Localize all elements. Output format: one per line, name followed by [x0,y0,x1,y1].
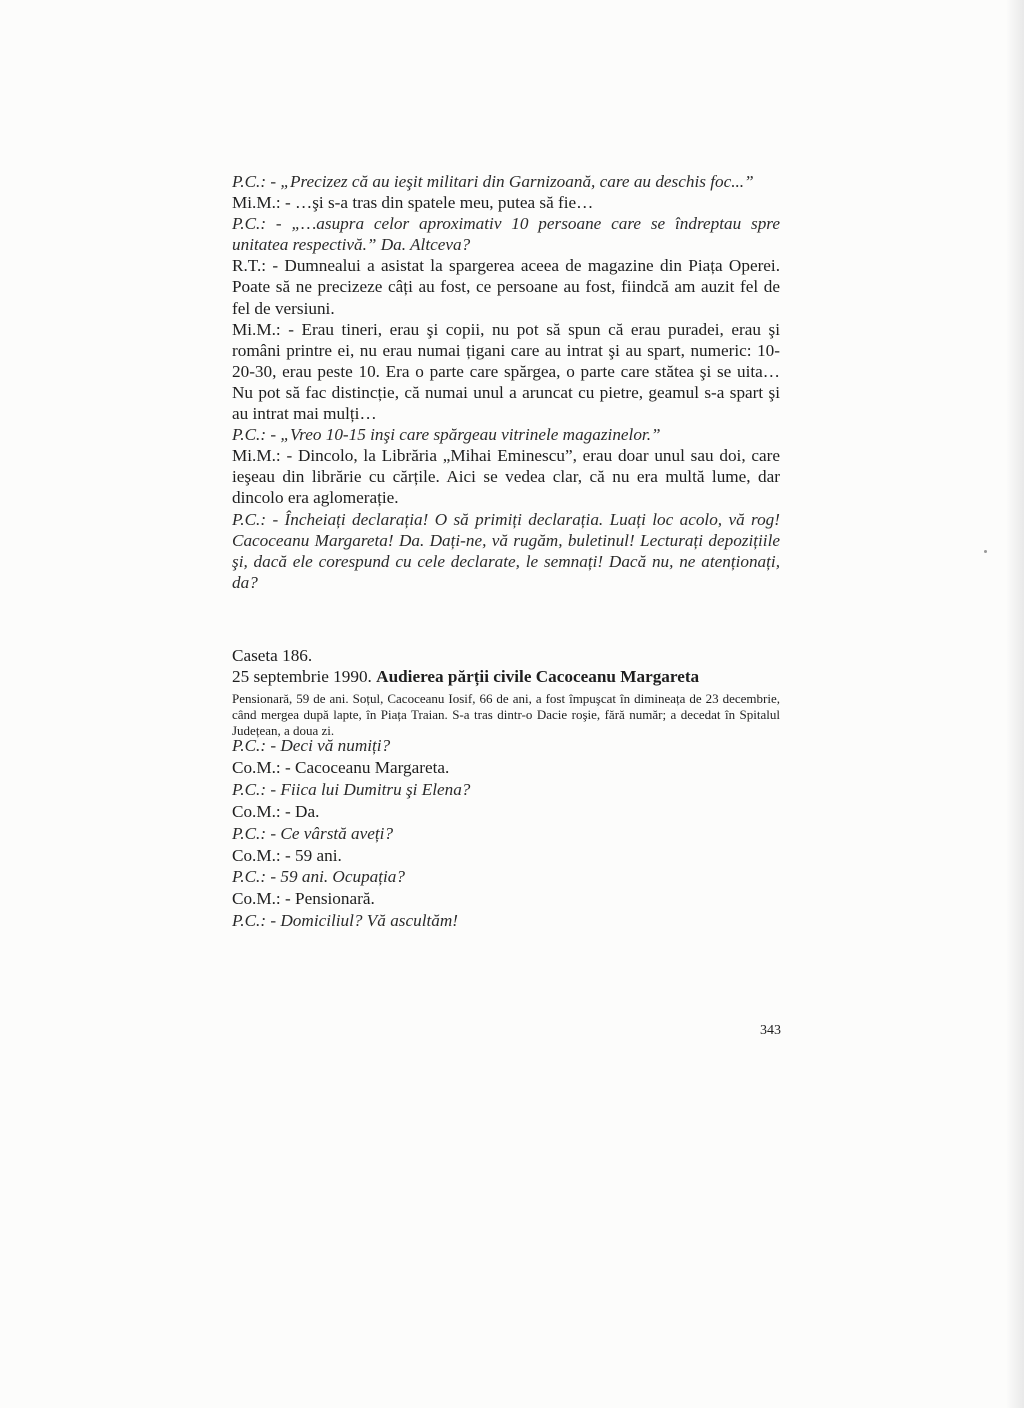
dialogue-entry [232,823,780,845]
hearing-summary: Pensionară, 59 de ani. Soțul, Cacoceanu Iosif, 66 de ani, a fost împuşcat în dimineața de 23 decembrie, când mergea după lapte, în Piața Traian. S-a tras dintr-o Dacie roşie, fără număr; a decedat în Spitalul Județean, a doua zi. [232,691,780,738]
speaker-label: Co.M.: [232,801,281,821]
dialogue-entry [232,255,780,318]
dialogue-text: - Ce vârstă aveți? [266,823,394,843]
speaker-label: Co.M.: [232,889,281,909]
speaker-label: Co.M.: [232,845,281,865]
hearing-date: 25 septembrie 1990. [232,667,377,686]
dialogue-entry [232,845,780,867]
dialogue-entry [232,801,780,823]
dialogue-entry [232,213,780,255]
dialogue-text: - Domiciliul? Vă ascultăm! [266,911,458,931]
dialogue-text: - Dumnealui a asistat la spargerea aceea de magazine din Piața Operei. Poate să ne precizeze câți au fost, ce persoane au fost, fiindcă am auzit fel de fel de versiuni. [232,256,780,318]
tape-label: Caseta 186. [232,646,313,665]
speaker-label: P.C.: [232,172,267,191]
dialogue-text: - …şi s-a tras din spatele meu, putea să fie… [280,193,594,213]
dialogue-text: - Fiica lui Dumitru şi Elena? [266,779,471,799]
speaker-label: R.T.: [232,256,267,276]
dialogue-entry [232,757,780,779]
transcript-block-2 [232,735,780,932]
transcript-block-1 [232,171,780,593]
dialogue-text: - „…asupra celor aproximativ 10 persoane care se îndreptau spre unitatea respectivă.” Da. Altceva? [232,214,780,255]
dialogue-text: - Pensionară. [280,889,375,909]
scan-speck [984,550,987,553]
dialogue-text: - Da. [280,801,320,821]
speaker-label: P.C.: [232,214,267,234]
dialogue-entry [232,888,780,910]
speaker-label: P.C.: [232,823,267,843]
dialogue-text: - 59 ani. [280,845,342,865]
dialogue-entry [232,509,780,593]
speaker-label: P.C.: [232,867,267,887]
dialogue-text: - Cacoceanu Margareta. [280,757,450,777]
speaker-label: P.C.: [232,736,267,755]
speaker-label: Mi.M.: [232,193,281,213]
dialogue-text: - „Vreo 10-15 inşi care spărgeau vitrinele magazinelor.” [266,425,661,445]
dialogue-entry [232,866,780,888]
dialogue-entry [232,192,780,213]
section-heading [232,645,792,687]
dialogue-entry [232,779,780,801]
dialogue-text: - Dincolo, la Librăria „Mihai Eminescu”, erau doar unul sau doi, care ieşeau din librărie cu cărțile. Aici se vedea clar, că nu era multă lume, dar dincolo era aglomerație. [232,446,780,508]
dialogue-text: - Erau tineri, erau şi copii, nu pot să spun că erau puradei, erau şi români printre ei, nu erau numai țigani care au intrat şi au spart, numeric: 10-20-30, erau peste 10. Era o parte care spărgea, o parte care stătea şi se uita… Nu pot să fac distincție, că numai unul a aruncat cu pietre, geamul s-a spart şi au intrat mai mulți… [232,319,780,424]
speaker-label: P.C.: [232,779,267,799]
dialogue-entry [232,424,780,445]
speaker-label: Mi.M.: [232,319,281,339]
speaker-label: Co.M.: [232,757,281,777]
page-number: 343 [760,1023,781,1038]
speaker-label: Mi.M.: [232,446,281,466]
scan-edge-shadow [1006,0,1024,1408]
dialogue-text: - 59 ani. Ocupația? [266,867,405,887]
dialogue-text: - Deci vă numiți? [266,736,391,755]
dialogue-entry [232,735,780,757]
dialogue-text: - „Precizez că au ieşit militari din Garnizoană, care au deschis foc...” [266,172,754,191]
dialogue-entry [232,171,780,192]
dialogue-entry [232,445,780,508]
speaker-label: P.C.: [232,425,267,445]
hearing-title-line [232,666,792,687]
speaker-label: P.C.: [232,911,267,931]
dialogue-text: - Încheiați declarația! O să primiți declarația. Luați loc acolo, vă rog! Cacoceanu Margareta! Da. Dați-ne, vă rugăm, buletinul! Lecturați depozițiile şi, dacă ele corespund cu cele declarate, le semnați! Dacă nu, ne atenționați, da? [232,509,780,592]
dialogue-entry [232,910,780,932]
dialogue-entry [232,319,780,424]
hearing-title: Audierea părții civile Cacoceanu Margareta [376,667,700,686]
speaker-label: P.C.: [232,509,267,529]
